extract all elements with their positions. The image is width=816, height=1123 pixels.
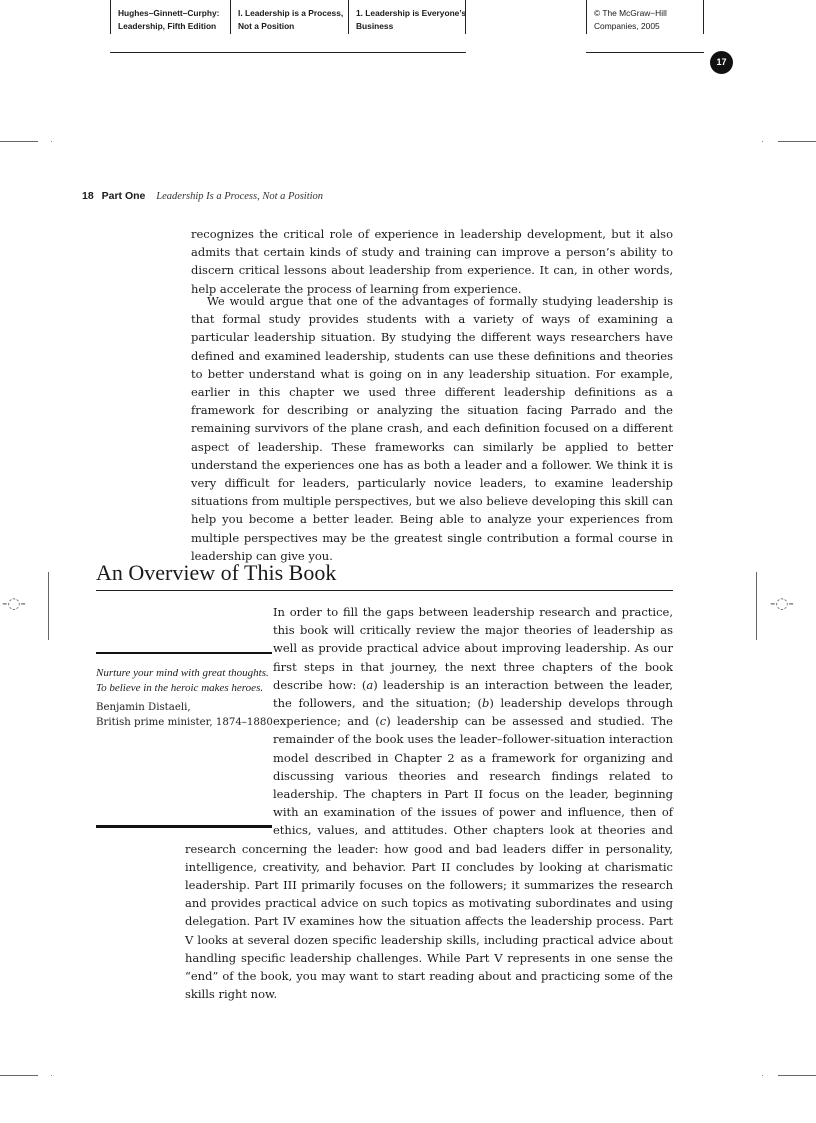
header-copyright-line2: Companies, 2005	[594, 20, 660, 31]
header-rule	[110, 52, 230, 53]
header-rule	[230, 52, 348, 53]
list-marker: c	[379, 714, 387, 729]
folio-page-number: 18	[82, 190, 94, 202]
crop-mark	[778, 141, 816, 142]
folio-part-title: Leadership Is a Process, Not a Position	[156, 191, 324, 202]
header-rule	[348, 52, 466, 53]
folio-part-label: Part One	[101, 190, 146, 202]
crop-mark	[0, 1075, 38, 1076]
pull-quote-author-title: British prime minister, 1874–1880	[96, 716, 273, 728]
header-chapter-line1: 1. Leadership is Everyone’s	[356, 8, 467, 18]
header-chapter-cell	[348, 0, 466, 34]
body-paragraph: We would argue that one of the advantages of formally studying leadership is that formal study provides students with a variety of ways of examining a particular leadership situation. By studying the different ways researchers have defined and examined leadership, students can use these definitions and theories to better understand what is going on in any leadership situation. For example, earlier in this chapter we used three different leadership definitions as a framework for describing or analyzing the situation facing Parrado and the remaining survivors of the plane crash, and each definition focused on a different aspect of leadership. These frameworks can similarly be applied to better understand the experiences one has as both a leader and a follower. We think it is very difficult for leaders, particularly novice leaders, to examine leadership situations from multiple perspectives, but we also believe developing this skill can help you become a better leader. Being able to analyze your experiences from multiple perspectives may be the greatest single contribution a formal course in leadership can give you.	[191, 294, 673, 563]
header-part-line2: Not a Position	[238, 20, 295, 31]
list-marker: a	[366, 677, 374, 692]
pull-quote	[96, 652, 272, 730]
section-heading: An Overview of This Book	[96, 559, 673, 591]
header-rule	[586, 52, 704, 53]
body-paragraph: recognizes the critical role of experience in leadership development, but it also admits that certain kinds of study and training can improve a person’s ability to discern critical lessons about leadership from experience. It can, in other words, help accelerate the process of learning from experience.	[191, 227, 673, 296]
crop-dot	[51, 1075, 52, 1076]
overview-text: ) leadership develops through experience; and (	[273, 696, 673, 729]
overview-text: ) leadership is an interaction between the leader, the followers, and the situation; (	[273, 677, 673, 711]
crop-mark	[778, 1075, 816, 1076]
header-copyright-cell	[586, 0, 704, 34]
header-part-line1: I. Leadership is a Process,	[238, 8, 344, 18]
crop-mark	[0, 141, 38, 142]
pdf-page-number-badge: 17	[710, 51, 733, 74]
list-marker: b	[481, 696, 490, 711]
header-chapter-line2: Business	[356, 20, 394, 31]
registration-line	[48, 572, 49, 640]
crop-dot	[762, 141, 763, 142]
header-part-cell	[230, 0, 348, 34]
overview-text: In order to fill the gaps between leadership research and practice, this book will critically review the major theories of leadership as well as provide practical advice about improving leadership. As our first steps in that journey, the next three chapters of the book describe how: (	[273, 605, 673, 692]
registration-line	[756, 572, 757, 640]
folio-line	[82, 190, 323, 202]
header-copyright-line1: © The McGraw−Hill	[594, 8, 667, 18]
crop-dot	[51, 141, 52, 142]
registration-target-icon: -◌-	[770, 594, 794, 612]
pull-quote-rule	[96, 825, 272, 828]
crop-dot	[762, 1075, 763, 1076]
header-book-author: Hughes–Ginnett–Curphy:	[118, 8, 220, 18]
header-book-cell	[110, 0, 230, 34]
overview-text: ) leadership can be assessed and studied. The remainder of the book uses the leader–follower-situation interaction model described in Chapter 2 as a framework for organizing and discussing various theories and research findings related to leadership. The chapters in Part II focus on the leader, beginning with an examination of the issues of power and influence, then of ethics, values, and attitudes. Other chapters look at theories and research concerning the leader: how good and bad leaders differ in personality, intelligence, creativity, and behavior. Part II concludes by looking at charismatic leadership. Part III primarily focuses on the followers; it summarizes the research and provides practical advice on such topics as motivating subordinates and using delegation. Part IV examines how the situation affects the leadership process. Part V looks at several dozen specific leadership skills, including practical advice about handling specific leadership challenges. While Part V represents in one sense the “end” of the book, you may want to start reading about and practicing some of the skills right now.	[185, 714, 673, 1002]
header-book-title: Leadership, Fifth Edition	[118, 20, 217, 31]
registration-target-icon: -◌-	[2, 594, 26, 612]
pull-quote-text: Nurture your mind with great thoughts. To believe in the heroic makes heroes.	[96, 667, 269, 694]
pull-quote-author: Benjamin Distaeli,	[96, 702, 191, 714]
